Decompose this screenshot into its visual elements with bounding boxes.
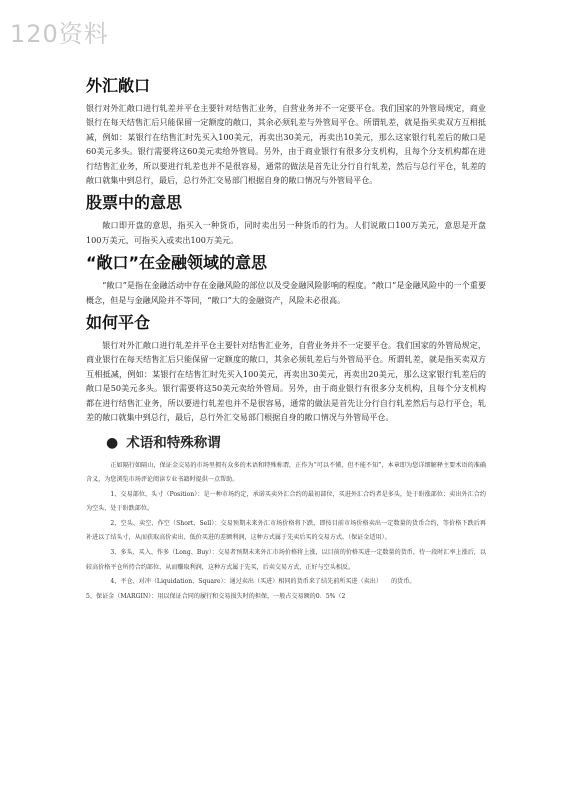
document-body xyxy=(86,76,486,604)
section-title: 外汇敞口 xyxy=(86,76,151,95)
section-paragraph: 敞口即开盘的意思，指买入一种货币，同时卖出另一种货币的行为。人们说敞口100万美元，意思是开盘100万美元，可指买入或卖出100万美元。 xyxy=(86,220,486,245)
section-how-to-close xyxy=(86,313,486,424)
terms-intro: 正如隔行如隔山，保证金交易的市场里拥有众多的术语和特殊称谓，正作为“可以不懂，但不能不知”，本章即为您详细解释主要术语的准确含义，为您浏览市场评论阅读专业书籍时提供一点帮助。 xyxy=(86,461,486,484)
section-finance-meaning xyxy=(86,253,486,307)
term-item: 5、保证金（MARGIN）：用以保证合同的履行和交易损失时的担保，一般占交易额的0．5%（2 xyxy=(86,592,346,600)
section-forex-exposure xyxy=(86,76,486,187)
terms-heading: ● 术语和特殊称谓 xyxy=(106,434,221,451)
watermark: 120资料 xyxy=(10,20,109,48)
section-paragraph: 银行对外汇敞口进行轧差并平仓主要针对结售汇业务，自营业务并不一定要平仓。我们国家的外管局规定，商业银行在每天结售汇后只能保留一定额度的敞口，其余必须轧差与外管局平仓。所谓轧差，就是指买卖双方互相抵减，例如：某银行在结售汇时先买入100美元，再卖出30美元，再卖出10美元，那么这家银行轧差后的敞口是60美元多头。银行需要将这60美元卖给外管局。另外，由于商业银行有很多分支机构，且每个分支机构都在进行结售汇业务，所以要进行轧差也并不是很容易，通常的做法是首先让分行自行轧差，然后与总行平仓，轧差的敞口就集中到总行，最后，总行外汇交易部门根据自身的敞口情况与外管局平仓。 xyxy=(86,103,486,186)
term-item: 4、平仓、对冲（Liquidation、Square）：通过卖出（买进）相同的货币来了结先前所买进（卖出） 的货币。 xyxy=(110,578,416,586)
section-title: 股票中的意思 xyxy=(86,193,183,213)
bullet-icon: ● xyxy=(106,434,119,451)
section-paragraph: “敞口”是指在金融活动中存在金融风险的部位以及受金融风险影响的程度。“敞口”是金融风险中的一个重要概念，但是与金融风险并不等同，“敞口”大的金融资产，风险未必很高。 xyxy=(86,280,486,305)
section-title: 如何平仓 xyxy=(86,313,151,333)
term-item: 3、多头、买入、作多（Long、Buy）：交易者预期未来外汇市场价格将上涨，以目前的价格买进一定数量的货币，待一段时汇率上涨后，以较高价格平仓所持合约部位，从而赚取利润，这种方式属于先买，后卖交易方式，正好与空头相反。 xyxy=(86,549,486,571)
section-paragraph: 银行对外汇敞口进行轧差并平仓主要针对结售汇业务，自营业务并不一定要平仓。我们国家的外管局规定，商业银行在每天结售汇后只能保留一定额度的敞口，其余必须轧差后与外管局平仓。所谓轧差，就是指买卖双方互相抵减，例如：某银行在结售汇时先买入100美元，再卖出30美元，再卖出20美元，那么这家银行轧差后的敞口是50美元多头。银行需要将这50美元卖给外管局。另外，由于商业银行有很多分支机构，且每个分支机构都在进行结售汇业务，所以要进行轧差也并不是很容易，通常的做法是首先让分行自行轧差然后与总行平仓，轧差的敞口就集中到总行，最后，总行外汇交易部门根据自身的敞口情况与外管局平仓。 xyxy=(86,340,486,423)
term-item: 1、交易部位、头寸（Position）：是一种市场约定，承诺买卖外汇合约的最初部位，买进外汇合约者是多头，处于盼涨部位；卖出外汇合约为空头，处于盼跌部位。 xyxy=(86,490,486,513)
section-stock-meaning xyxy=(86,193,486,247)
term-item: 2、空头、卖空、作空（Short、Sell）：交易预期未来外汇市场价格将下跌，即按目前市场价格卖出一定数量的货币合约，等价格下跌后再补进以了结头寸，从而获取高价卖出、低价买进的差额利润，这种方式属于先卖后买的交易方式。（保证金适用）。 xyxy=(86,519,486,542)
section-title: “敞口”在金融领域的意思 xyxy=(86,253,268,273)
